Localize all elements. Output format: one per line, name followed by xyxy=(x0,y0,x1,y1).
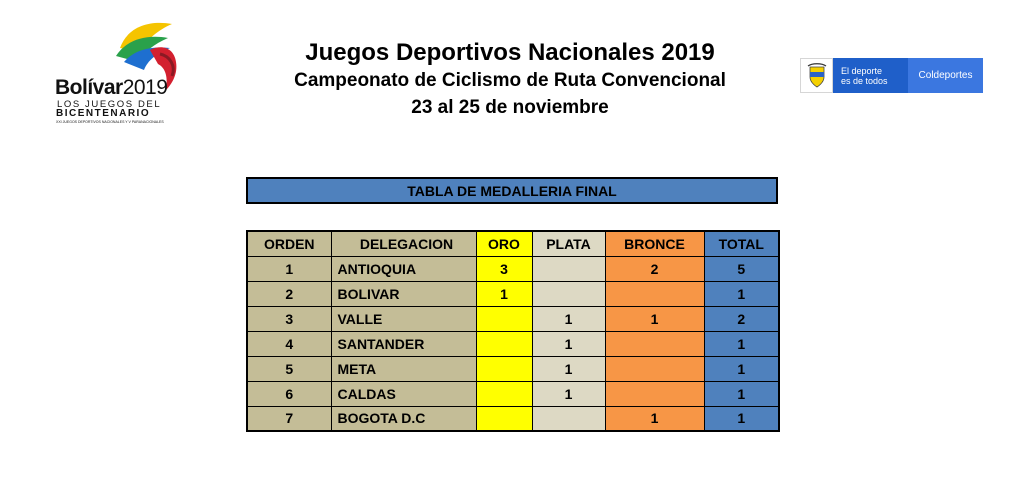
cell-orden: 2 xyxy=(247,281,331,306)
table-row xyxy=(247,406,779,431)
table-row xyxy=(247,381,779,406)
cell-bronce: 1 xyxy=(605,306,704,331)
cell-orden: 6 xyxy=(247,381,331,406)
cell-delegacion: VALLE xyxy=(331,306,476,331)
logo-line3: XXI JUEGOS DEPORTIVOS NACIONALES Y V PARANACIONALES xyxy=(56,120,164,124)
cell-delegacion: SANTANDER xyxy=(331,331,476,356)
cell-delegacion: META xyxy=(331,356,476,381)
cell-plata xyxy=(532,406,605,431)
cell-oro xyxy=(476,356,532,381)
org-name: Coldeportes xyxy=(908,58,983,93)
coldeportes-logo xyxy=(800,58,983,93)
slogan-line2: es de todos xyxy=(841,75,888,86)
logo-line1: LOS JUEGOS DEL xyxy=(57,99,162,110)
table-row xyxy=(247,306,779,331)
medal-table xyxy=(246,230,780,432)
cell-plata: 1 xyxy=(532,356,605,381)
cell-total: 1 xyxy=(704,281,779,306)
cell-total: 5 xyxy=(704,256,779,281)
header-bronce: BRONCE xyxy=(605,231,704,256)
cell-orden: 3 xyxy=(247,306,331,331)
cell-delegacion: CALDAS xyxy=(331,381,476,406)
cell-bronce: 1 xyxy=(605,406,704,431)
logo-brand-text: Bolívar2019 xyxy=(55,76,168,99)
bolivar-2019-logo xyxy=(55,18,195,128)
cell-bronce xyxy=(605,331,704,356)
header-total: TOTAL xyxy=(704,231,779,256)
cell-oro xyxy=(476,331,532,356)
cell-oro xyxy=(476,381,532,406)
header-orden: ORDEN xyxy=(247,231,331,256)
cell-delegacion: BOLIVAR xyxy=(331,281,476,306)
slogan-line1: El deporte xyxy=(841,65,883,76)
cell-oro: 1 xyxy=(476,281,532,306)
cell-bronce xyxy=(605,356,704,381)
header-oro: ORO xyxy=(476,231,532,256)
cell-orden: 7 xyxy=(247,406,331,431)
logo-line2: BICENTENARIO xyxy=(56,108,151,119)
header-plata: PLATA xyxy=(532,231,605,256)
cell-orden: 1 xyxy=(247,256,331,281)
table-row xyxy=(247,256,779,281)
table-row xyxy=(247,281,779,306)
page-header xyxy=(0,0,1024,140)
cell-plata: 1 xyxy=(532,381,605,406)
cell-total: 2 xyxy=(704,306,779,331)
table-header-row xyxy=(247,231,779,256)
cell-orden: 4 xyxy=(247,331,331,356)
cell-oro xyxy=(476,306,532,331)
cell-delegacion: BOGOTA D.C xyxy=(331,406,476,431)
event-dates: 23 al 25 de noviembre xyxy=(411,97,609,118)
cell-plata xyxy=(532,256,605,281)
cell-total: 1 xyxy=(704,406,779,431)
cell-bronce xyxy=(605,281,704,306)
cell-bronce xyxy=(605,381,704,406)
table-row xyxy=(247,356,779,381)
medal-table-banner: TABLA DE MEDALLERIA FINAL xyxy=(246,177,778,204)
cell-plata: 1 xyxy=(532,331,605,356)
slogan-block xyxy=(833,58,908,93)
cell-oro xyxy=(476,406,532,431)
cell-plata xyxy=(532,281,605,306)
cell-total: 1 xyxy=(704,331,779,356)
cell-oro: 3 xyxy=(476,256,532,281)
cell-total: 1 xyxy=(704,381,779,406)
header-delegacion: DELEGACION xyxy=(331,231,476,256)
cell-plata: 1 xyxy=(532,306,605,331)
colombia-coat-of-arms-icon xyxy=(800,58,833,93)
table-row xyxy=(247,331,779,356)
cell-orden: 5 xyxy=(247,356,331,381)
cell-delegacion: ANTIOQUIA xyxy=(331,256,476,281)
page-title: Juegos Deportivos Nacionales 2019 xyxy=(305,39,715,66)
page-subtitle: Campeonato de Ciclismo de Ruta Convencional xyxy=(294,70,726,91)
cell-total: 1 xyxy=(704,356,779,381)
title-block xyxy=(250,38,770,122)
cell-bronce: 2 xyxy=(605,256,704,281)
